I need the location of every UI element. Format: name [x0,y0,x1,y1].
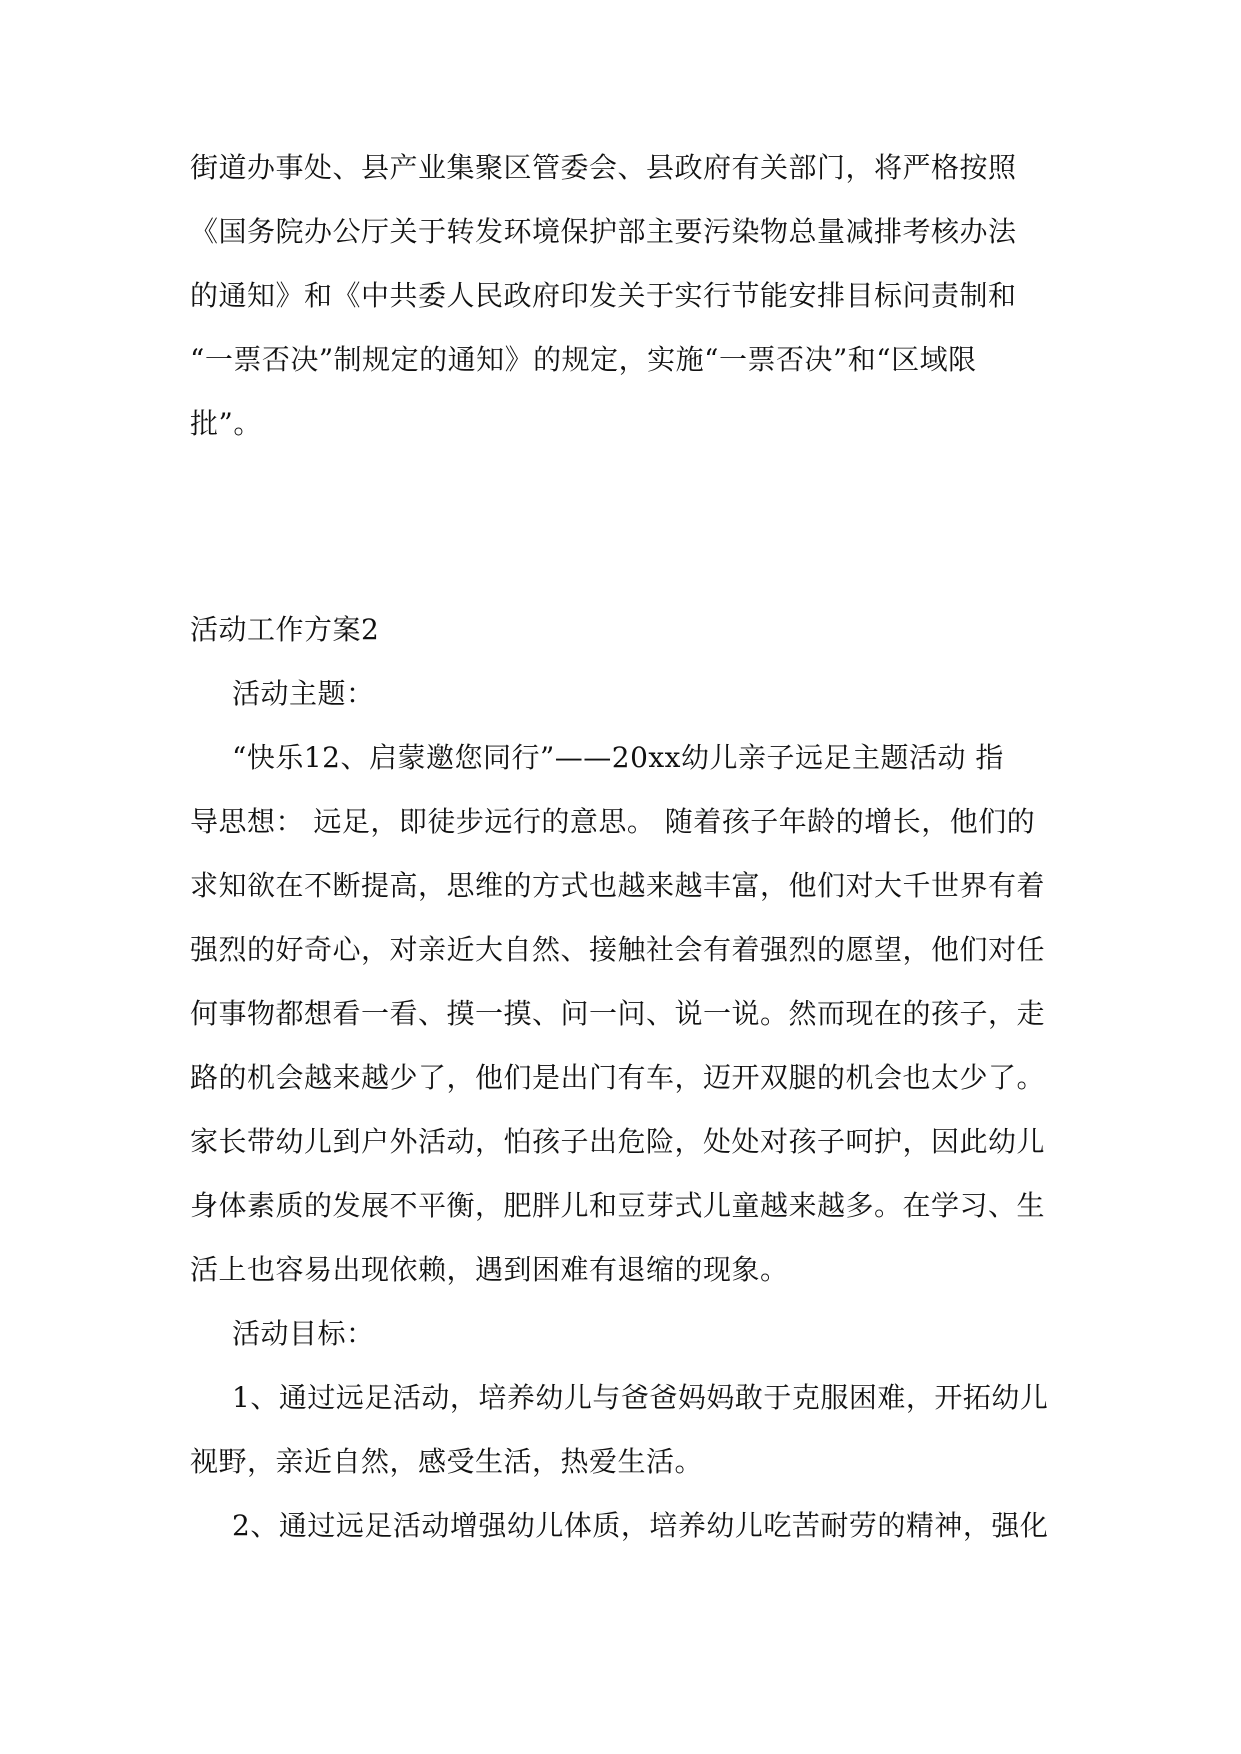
goals-heading: 活动目标： [232,1317,375,1350]
goal-item-line: 视野，亲近自然，感受生活，热爱生活。 [190,1445,704,1478]
paragraph-line: 活上也容易出现依赖，遇到困难有退缩的现象。 [190,1253,789,1286]
paragraph-line: “快乐12、启蒙邀您同行”——20xx幼儿亲子远足主题活动 指 [232,741,1004,774]
goal-item-line: 1、通过远足活动，培养幼儿与爸爸妈妈敢于克服困难，开拓幼儿 [232,1381,1049,1414]
section-title: 活动工作方案2 [190,613,380,646]
paragraph-line: 街道办事处、县产业集聚区管委会、县政府有关部门，将严格按照 [190,151,1017,184]
paragraph-line: 何事物都想看一看、摸一摸、问一问、说一说。然而现在的孩子，走 [190,997,1046,1030]
paragraph-line: 《国务院办公厅关于转发环境保护部主要污染物总量减排考核办法 [190,215,1017,248]
paragraph-line: 身体素质的发展不平衡，肥胖儿和豆芽式儿童越来越多。在学习、生 [190,1189,1046,1222]
goal-item-line: 2、通过远足活动增强幼儿体质，培养幼儿吃苦耐劳的精神，强化 [232,1509,1049,1542]
paragraph-line: 的通知》和《中共委人民政府印发关于实行节能安排目标问责制和 [190,279,1017,312]
paragraph-line: 批”。 [190,407,262,440]
paragraph-line: 家长带幼儿到户外活动，怕孩子出危险，处处对孩子呵护，因此幼儿 [190,1125,1046,1158]
theme-heading: 活动主题： [232,677,375,710]
paragraph-line: 导思想： 远足，即徒步远行的意思。 随着孩子年龄的增长，他们的 [190,805,1036,838]
paragraph-line: 强烈的好奇心，对亲近大自然、接触社会有着强烈的愿望，他们对任 [190,933,1046,966]
paragraph-line: 路的机会越来越少了，他们是出门有车，迈开双腿的机会也太少了。 [190,1061,1046,1094]
paragraph-line: “一票否决”制规定的通知》的规定，实施“一票否决”和“区域限 [190,343,977,376]
paragraph-line: 求知欲在不断提高，思维的方式也越来越丰富，他们对大千世界有着 [190,869,1046,902]
